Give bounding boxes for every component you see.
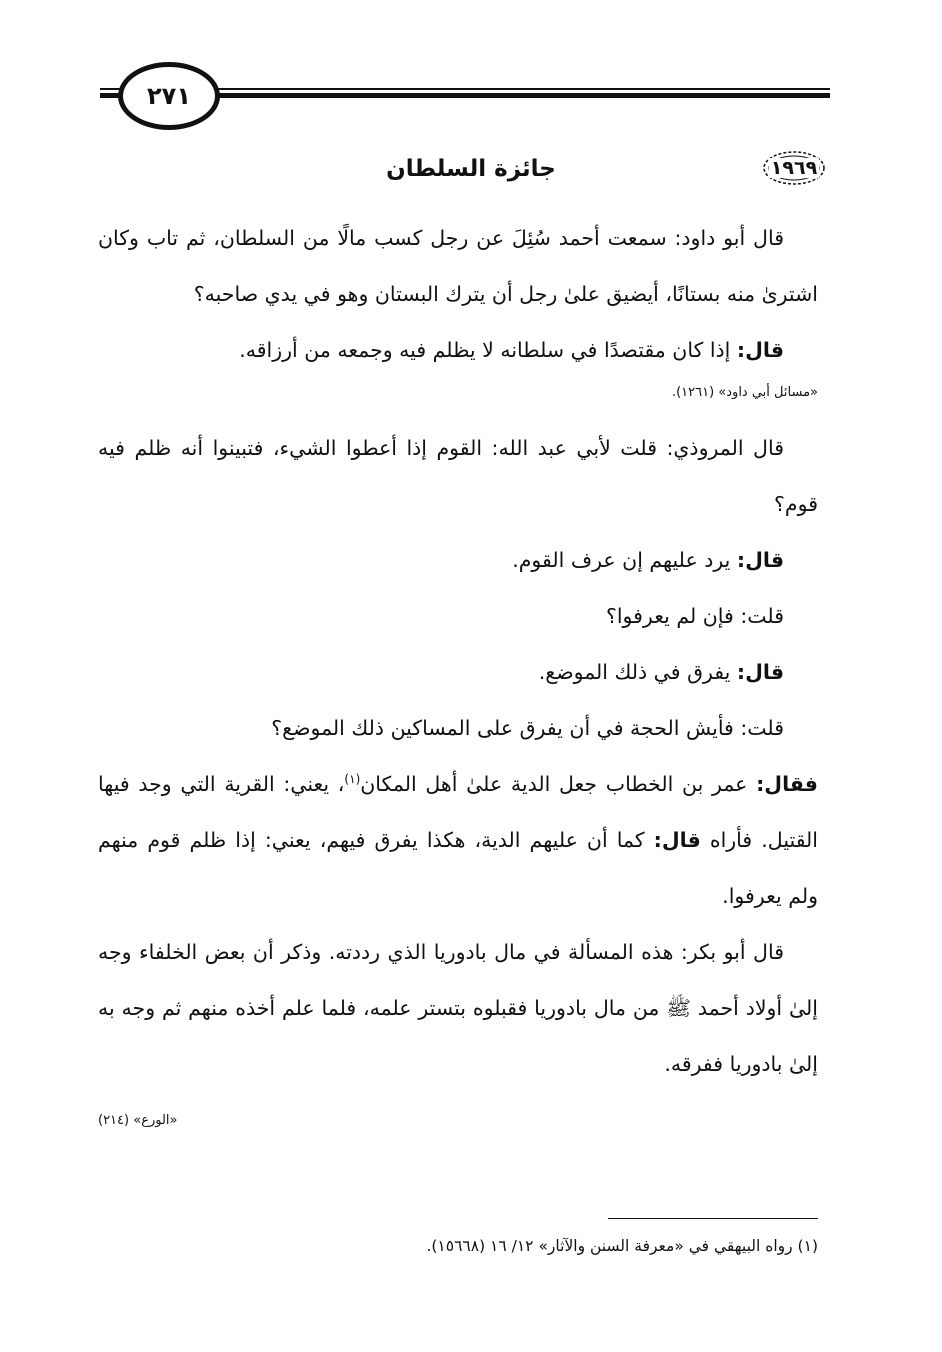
paragraph-question-4 — [98, 700, 818, 756]
answer-text: يرد عليهم إن عرف القوم. — [512, 548, 737, 572]
footnote-marker: (١) — [344, 772, 361, 787]
answer-text: يفرق في ذلك الموضع. — [538, 660, 737, 684]
question-text: فأيش الحجة في أن يفرق على المساكين ذلك الموضع؟ — [271, 716, 741, 740]
paragraph-answer-3 — [98, 644, 818, 700]
answer-text: ، يعني: القرية التي وجد فيها القتيل. فأراه — [98, 772, 819, 852]
paragraph-answer-1 — [98, 322, 818, 378]
paragraph-question-1: قال أبو داود: سمعت أحمد سُئِلَ عن رجل كسب مالًا من السلطان، ثم تاب وكان اشترىٰ منه بستانًا، أيضيق علىٰ رجل أن يترك البستان وهو في يدي صاحبه؟ — [98, 226, 818, 306]
source-citation: «مسائل أبي داود» (١٢٦١). — [671, 385, 818, 400]
footnote-rule — [608, 1218, 818, 1219]
paragraph-answer-4 — [98, 756, 818, 924]
main-text — [98, 210, 818, 1148]
speaker-label: قلت: — [740, 604, 784, 628]
page-number-ring — [118, 62, 220, 130]
speaker-label: قال: — [653, 828, 701, 852]
section-title: جائزة السلطان — [386, 156, 556, 182]
speaker-label: قال: — [736, 548, 784, 572]
footnote — [98, 1232, 818, 1260]
speaker-label: قلت: — [740, 716, 784, 740]
speaker-label: قال: — [736, 660, 784, 684]
answer-text: كما أن عليهم الدية، هكذا يفرق فيهم، يعني: إذا ظلم قوم منهم ولم يعرفوا. — [98, 828, 818, 908]
page-number: ٢٧١ — [147, 82, 191, 110]
speaker-label: فقال: — [756, 772, 818, 796]
paragraph-commentary: قال أبو بكر: هذه المسألة في مال بادوريا الذي رددته. وذكر أن بعض الخلفاء وجه إلىٰ أولاد أحمد ﷺ من مال بادوريا فقبلوه بتستر علمه، فلما علم أخذه منهم ثم وجه به إلىٰ بادوريا ففرقه. — [98, 940, 818, 1076]
source-citation: «الورع» (٢١٤) — [98, 1113, 178, 1128]
answer-text: عمر بن الخطاب جعل الدية علىٰ أهل المكان — [360, 772, 757, 796]
speaker-label: قال: — [736, 338, 784, 362]
footnote-text: رواه البيهقي في «معرفة السنن والآثار» ١٢/ ١٦ (١٥٦٦٨). — [426, 1237, 793, 1255]
answer-text: إذا كان مقتصدًا في سلطانه لا يظلم فيه وجمعه من أرزاقه. — [239, 338, 737, 362]
item-number: ١٩٦٩ — [770, 157, 818, 179]
paragraph-answer-2 — [98, 532, 818, 588]
question-text: فإن لم يعرفوا؟ — [605, 604, 741, 628]
paragraph-question-2: قال المروذي: قلت لأبي عبد الله: القوم إذا أعطوا الشيء، فتبينوا أنه ظلم فيه قوم؟ — [98, 436, 818, 516]
paragraph-question-3 — [98, 588, 818, 644]
footnote-number: (١) — [797, 1237, 818, 1255]
